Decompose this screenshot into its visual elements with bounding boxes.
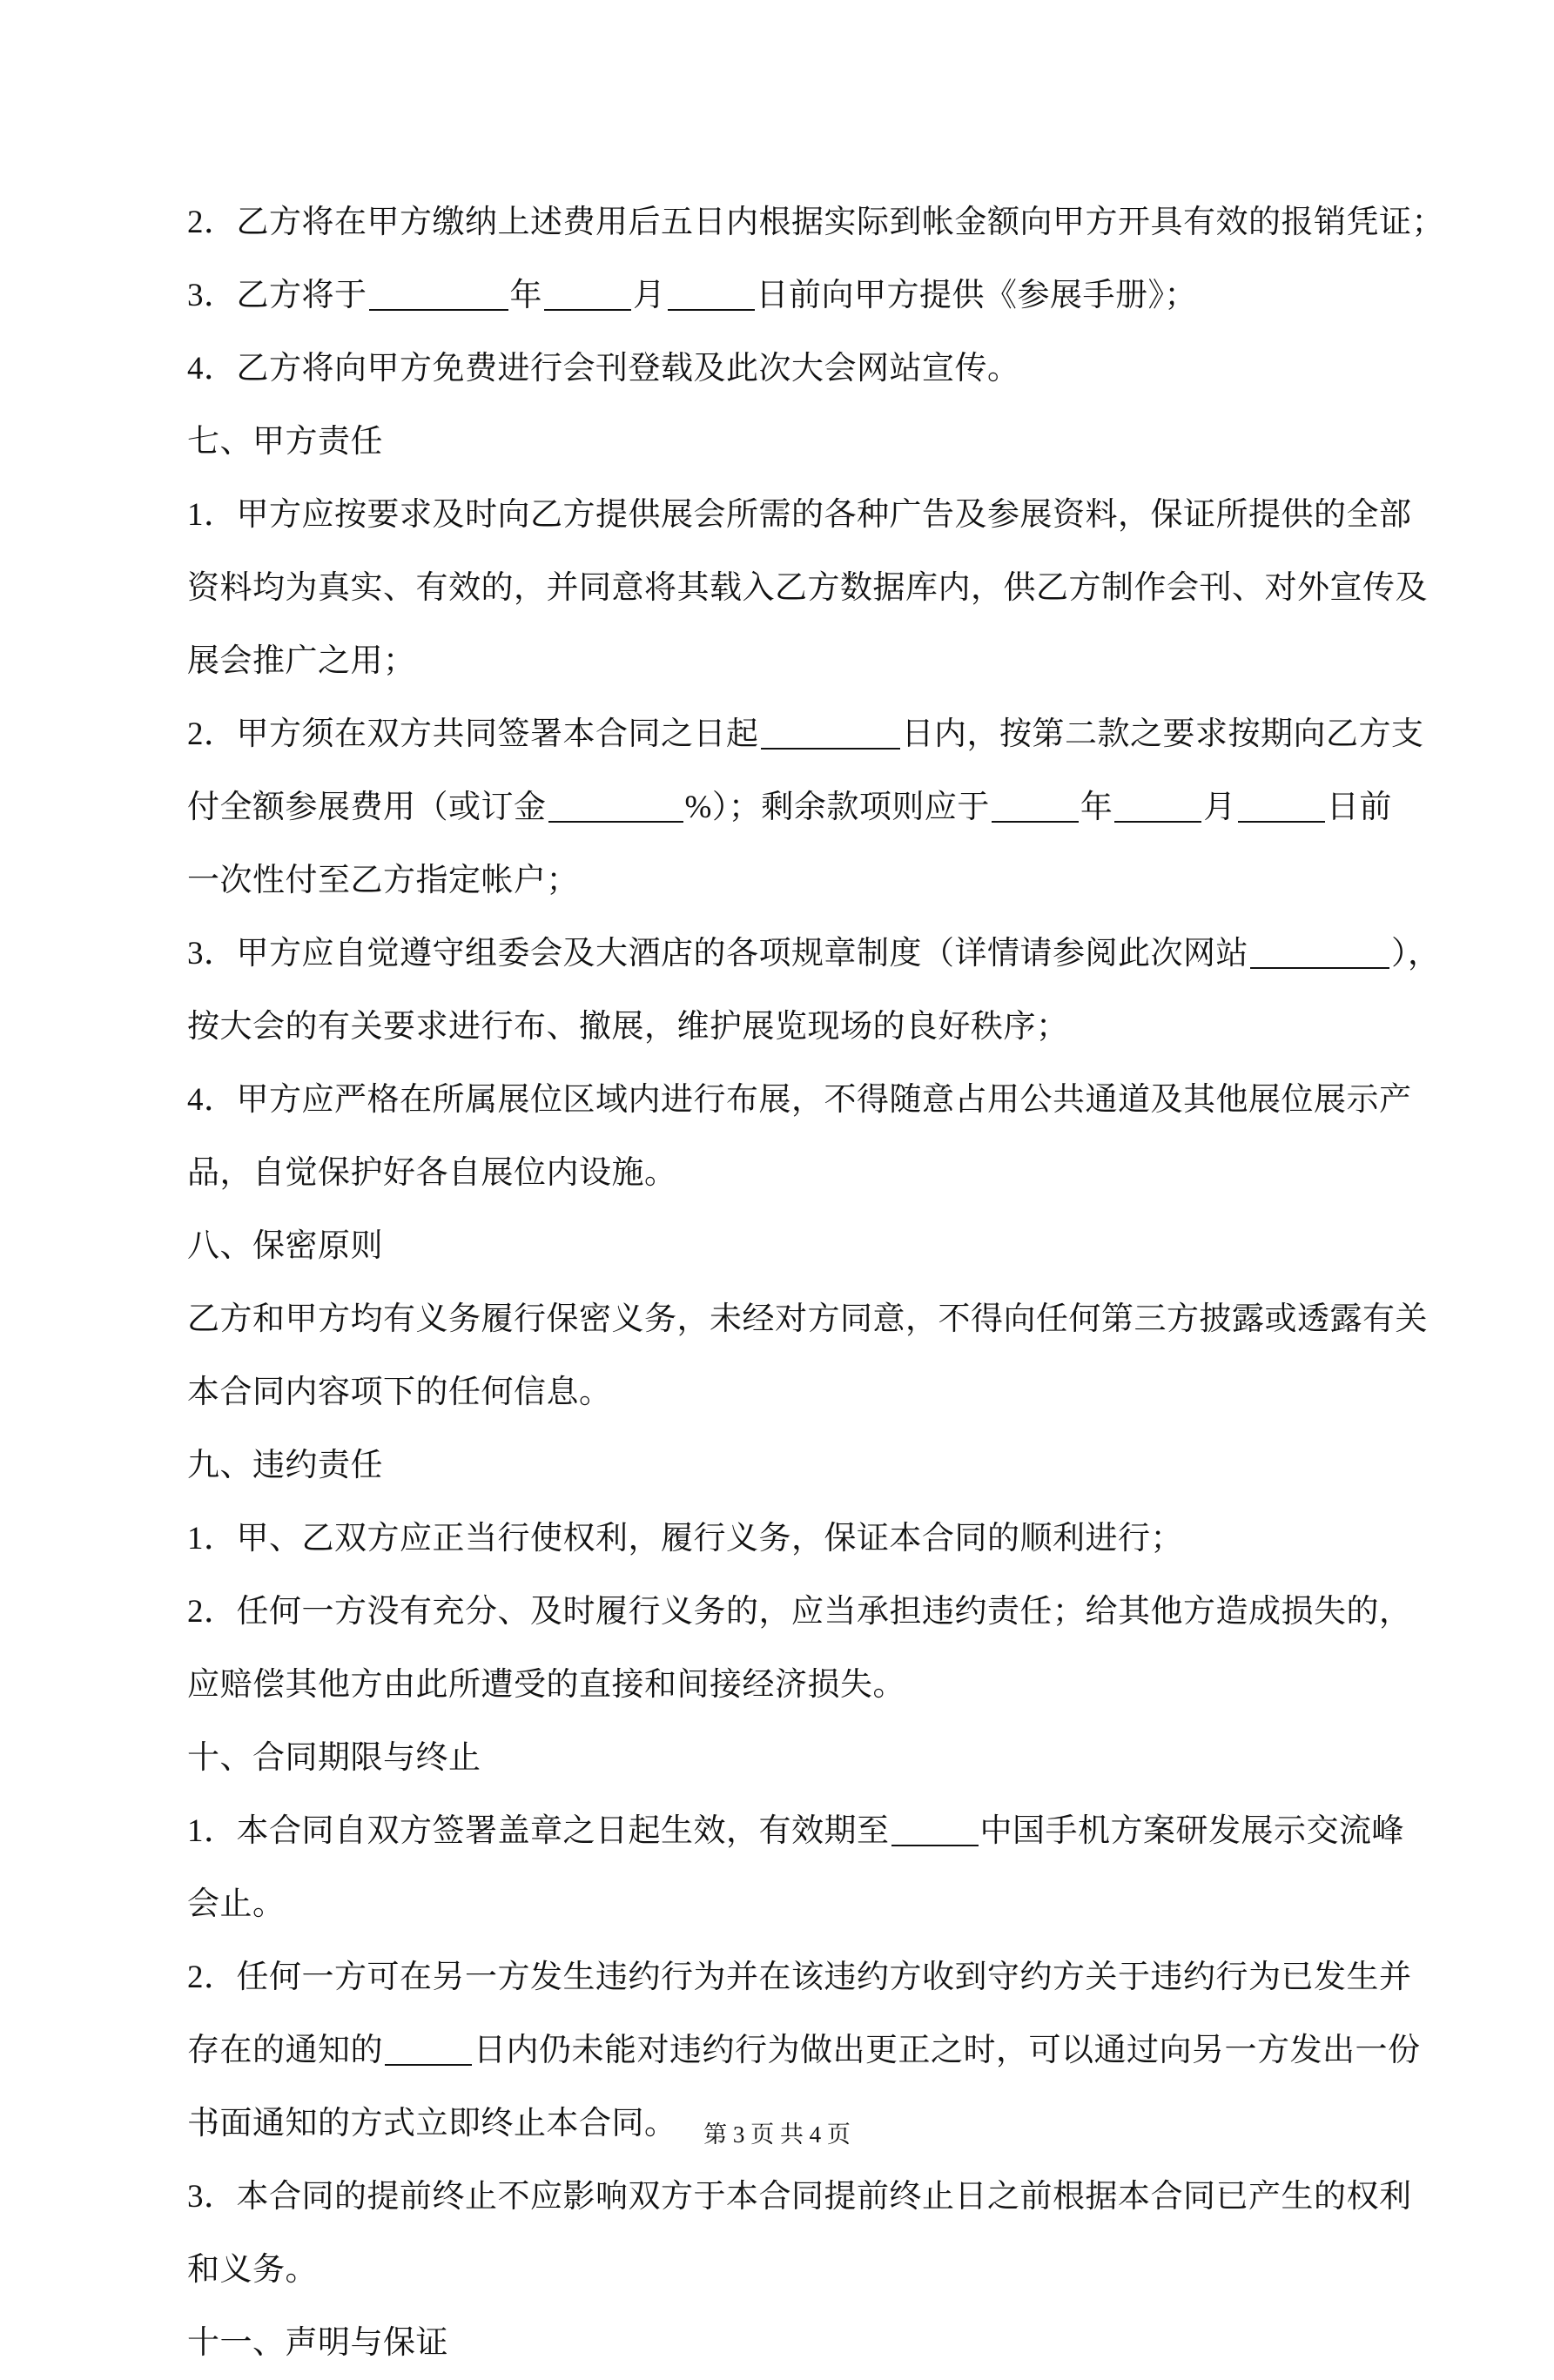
clause-7-3-line: 按大会的有关要求进行布、撤展，维护展览现场的良好秩序； [187, 1009, 1069, 1045]
clause-text: 年 [1080, 790, 1113, 825]
clause-text: 存在的通知的 [187, 2033, 383, 2068]
clause-7-2-line [187, 771, 1392, 844]
fill-blank[interactable] [369, 279, 508, 311]
section-heading-10: 十、合同期限与终止 [187, 1740, 481, 1776]
clause-7-3-line [187, 918, 1441, 991]
clause-7-4-line: 4．甲方应严格在所属展位区域内进行布展，不得随意占用公共通道及其他展位展示产 [187, 1082, 1412, 1118]
clause-10-3-line: 和义务。 [187, 2252, 318, 2288]
fill-blank[interactable] [761, 718, 900, 750]
clause-text: 2．甲方须在双方共同签署本合同之日起 [187, 716, 759, 752]
clause-text: 日前 [1326, 790, 1392, 825]
fill-blank[interactable] [385, 2034, 472, 2066]
fill-blank[interactable] [1238, 791, 1325, 823]
clause-9-2-line: 2．任何一方没有充分、及时履行义务的，应当承担违约责任；给其他方造成损失的， [187, 1594, 1412, 1630]
section-heading-8: 八、保密原则 [187, 1228, 383, 1264]
clause-10-1-line: 会止。 [187, 1886, 286, 1922]
page-number-footer: 第 3 页 共 4 页 [703, 2121, 851, 2148]
clause-10-2-line: 书面通知的方式立即终止本合同。 [187, 2106, 677, 2141]
clause-9-1: 1．甲、乙双方应正当行使权利，履行义务，保证本合同的顺利进行； [187, 1521, 1183, 1556]
contract-body [187, 186, 1444, 2380]
clause-text: 付全额参展费用（或订金 [187, 790, 547, 825]
clause-7-2-line: 一次性付至乙方指定帐户； [187, 863, 579, 898]
fill-blank[interactable] [992, 791, 1079, 823]
clause-9-2-line: 应赔偿其他方由此所遭受的直接和间接经济损失。 [187, 1667, 905, 1703]
clause-text: 日内仍未能对违约行为做出更正之时，可以通过向另一方发出一份 [474, 2033, 1421, 2068]
clause-text: 1．本合同自双方签署盖章之日起生效，有效期至 [187, 1813, 890, 1849]
clause-8-line: 本合同内容项下的任何信息。 [187, 1375, 612, 1410]
clause-8-line: 乙方和甲方均有义务履行保密义务，未经对方同意，不得向任何第三方披露或透露有关 [187, 1301, 1428, 1337]
clause-7-1-line: 资料均为真实、有效的，并同意将其载入乙方数据库内，供乙方制作会刊、对外宣传及 [187, 570, 1428, 606]
fill-blank[interactable] [544, 279, 631, 311]
section-heading-11: 十一、声明与保证 [187, 2325, 448, 2361]
clause-10-2-line: 2．任何一方可在另一方发生违约行为并在该违约方收到守约方关于违约行为已发生并 [187, 1960, 1412, 1995]
clause-text: %）；剩余款项则应于 [684, 790, 990, 825]
clause-text: 日前向甲方提供《参展手册》； [756, 278, 1197, 313]
fill-blank[interactable] [891, 1815, 979, 1846]
clause-10-3-line: 3．本合同的提前终止不应影响双方于本合同提前终止日之前根据本合同已产生的权利 [187, 2179, 1412, 2215]
clause-text: 中国手机方案研发展示交流峰 [979, 1813, 1404, 1849]
clause-text: 年 [509, 278, 542, 313]
clause-10-2-line [187, 2014, 1421, 2088]
clause-7-2-line [187, 698, 1424, 771]
clause-7-4-line: 品，自觉保护好各自展位内设施。 [187, 1155, 677, 1191]
clause-6-2: 2．乙方将在甲方缴纳上述费用后五日内根据实际到帐金额向甲方开具有效的报销凭证； [187, 205, 1444, 240]
fill-blank[interactable] [668, 279, 755, 311]
clause-text: 3．甲方应自觉遵守组委会及大酒店的各项规章制度（详情请参阅此次网站 [187, 936, 1248, 971]
clause-10-1-line [187, 1795, 1404, 1868]
section-heading-7: 七、甲方责任 [187, 424, 383, 460]
clause-text: 月 [633, 278, 666, 313]
clause-6-4: 4．乙方将向甲方免费进行会刊登载及此次大会网站宣传。 [187, 351, 1020, 387]
clause-6-3 [187, 259, 1373, 333]
fill-blank[interactable] [1114, 791, 1201, 823]
section-heading-9: 九、违约责任 [187, 1448, 383, 1483]
fill-blank[interactable] [548, 791, 683, 823]
clause-7-1-line: 1．甲方应按要求及时向乙方提供展会所需的各种广告及参展资料，保证所提供的全部 [187, 497, 1412, 533]
clause-7-1-line: 展会推广之用； [187, 643, 416, 679]
clause-text: ）， [1391, 936, 1441, 971]
fill-blank[interactable] [1250, 938, 1389, 969]
clause-text: 月 [1203, 790, 1236, 825]
clause-text: 日内，按第二款之要求按期向乙方支 [901, 716, 1424, 752]
clause-text: 3．乙方将于 [187, 278, 367, 313]
